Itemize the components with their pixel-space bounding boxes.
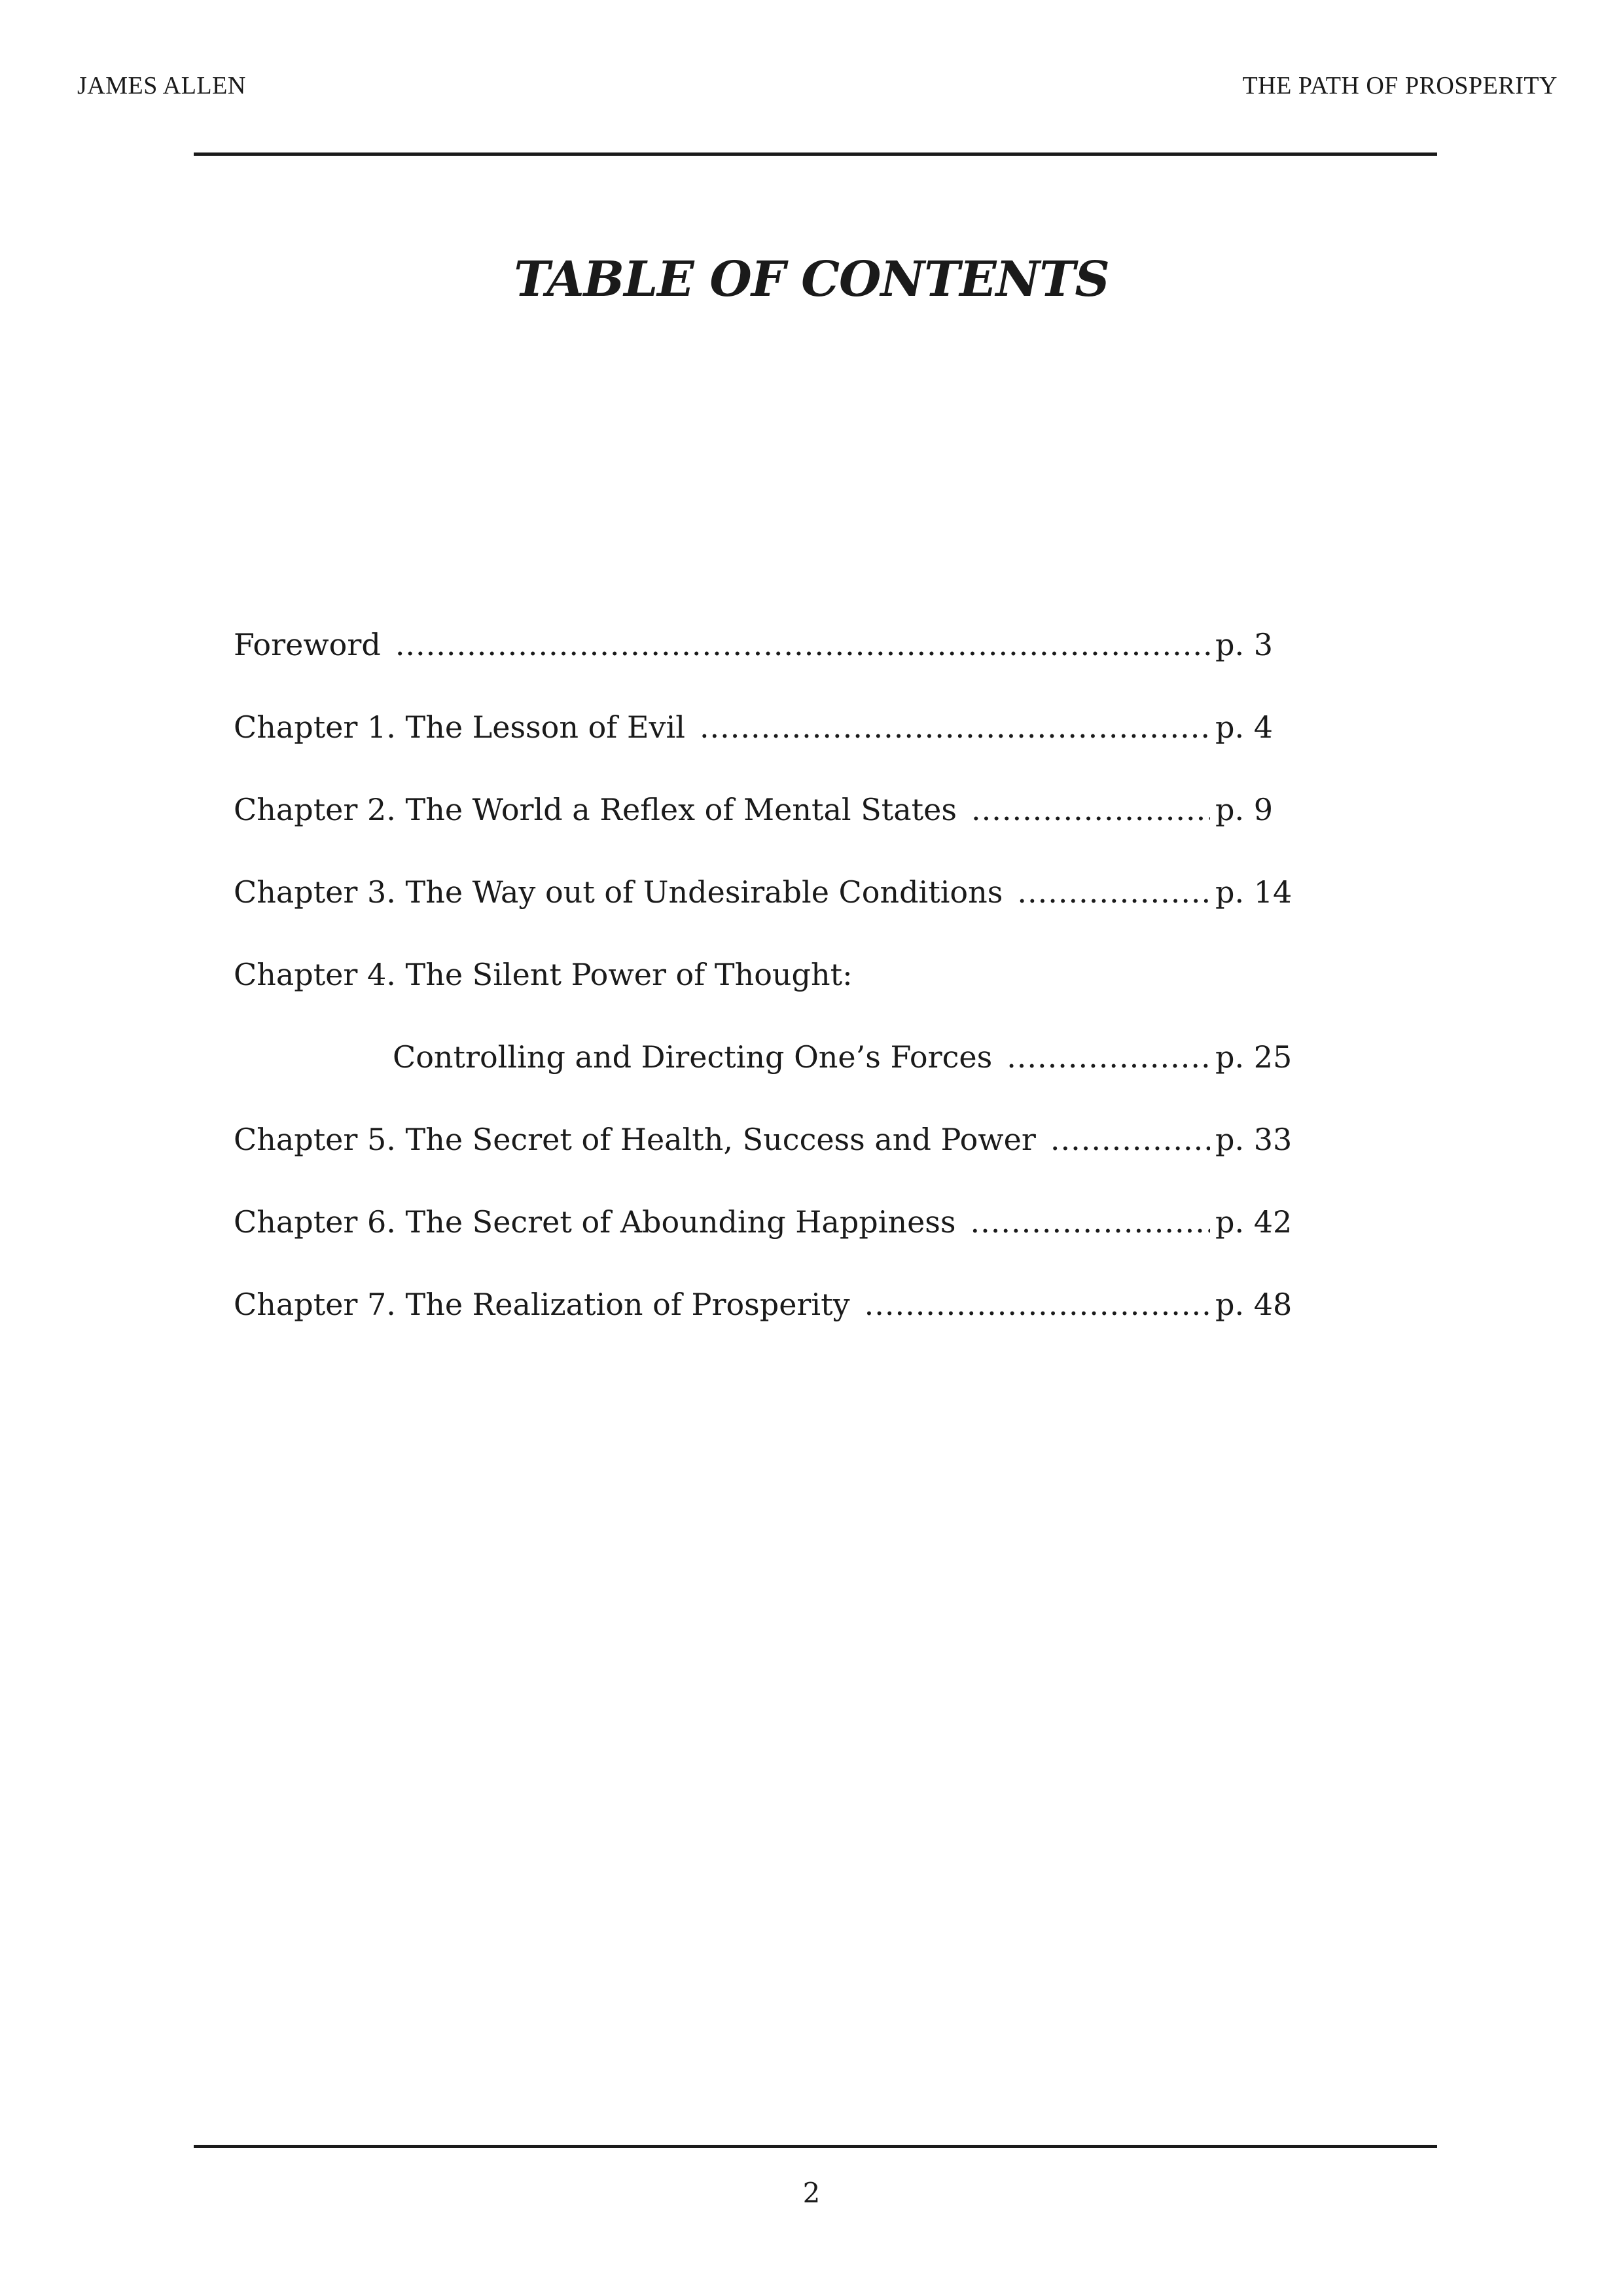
toc-entry-label: Chapter 1. The Lesson of Evil bbox=[234, 709, 685, 745]
dot-leader bbox=[971, 790, 1210, 829]
toc-entry-chapter-3[interactable] bbox=[234, 872, 1294, 955]
toc-entry-chapter-6[interactable] bbox=[234, 1202, 1294, 1285]
toc-entry-chapter-4[interactable] bbox=[234, 955, 1294, 1037]
dot-leader bbox=[971, 1202, 1210, 1242]
toc-entry-chapter-2[interactable] bbox=[234, 790, 1294, 872]
dot-leader bbox=[1017, 872, 1210, 912]
footer-divider bbox=[194, 2145, 1437, 2148]
toc-entry-page: p. 25 bbox=[1215, 1039, 1293, 1075]
toc-entry-foreword[interactable] bbox=[234, 625, 1294, 708]
running-header-book-title: THE PATH OF PROSPERITY bbox=[1242, 72, 1558, 99]
dot-leader bbox=[1050, 1120, 1210, 1159]
toc-entry-label: Foreword bbox=[234, 627, 381, 662]
dot-leader bbox=[865, 1285, 1210, 1324]
toc-entry-page: p. 9 bbox=[1215, 792, 1273, 827]
page-number: 2 bbox=[802, 2177, 821, 2209]
toc-entry-chapter-4-subtitle[interactable] bbox=[234, 1037, 1294, 1120]
toc-entry-page: p. 3 bbox=[1215, 627, 1273, 662]
toc-entry-label: Chapter 6. The Secret of Abounding Happiness bbox=[234, 1204, 956, 1240]
toc-entry-page: p. 4 bbox=[1215, 709, 1273, 745]
toc-entry-label: Chapter 4. The Silent Power of Thought: bbox=[234, 957, 853, 992]
running-header-author: JAMES ALLEN bbox=[77, 72, 246, 99]
toc-entry-label: Chapter 3. The Way out of Undesirable Conditions bbox=[234, 874, 1003, 910]
toc-entry-label: Controlling and Directing One’s Forces bbox=[393, 1039, 993, 1075]
dot-leader bbox=[395, 625, 1210, 664]
toc-entry-page: p. 42 bbox=[1215, 1204, 1293, 1240]
table-of-contents bbox=[234, 625, 1294, 1367]
toc-entry-label: Chapter 5. The Secret of Health, Success and Power bbox=[234, 1122, 1036, 1157]
toc-entry-chapter-5[interactable] bbox=[234, 1120, 1294, 1202]
dot-leader bbox=[700, 708, 1210, 747]
toc-entry-page: p. 14 bbox=[1215, 874, 1293, 910]
header-divider bbox=[194, 152, 1437, 156]
dot-leader bbox=[1007, 1037, 1210, 1077]
toc-entry-label: Chapter 7. The Realization of Prosperity bbox=[234, 1287, 850, 1322]
page-title: TABLE OF CONTENTS bbox=[514, 251, 1109, 308]
toc-entry-label: Chapter 2. The World a Reflex of Mental States bbox=[234, 792, 957, 827]
toc-entry-page: p. 48 bbox=[1215, 1287, 1293, 1322]
toc-entry-chapter-7[interactable] bbox=[234, 1285, 1294, 1367]
toc-entry-page: p. 33 bbox=[1215, 1122, 1293, 1157]
toc-entry-chapter-1[interactable] bbox=[234, 708, 1294, 790]
